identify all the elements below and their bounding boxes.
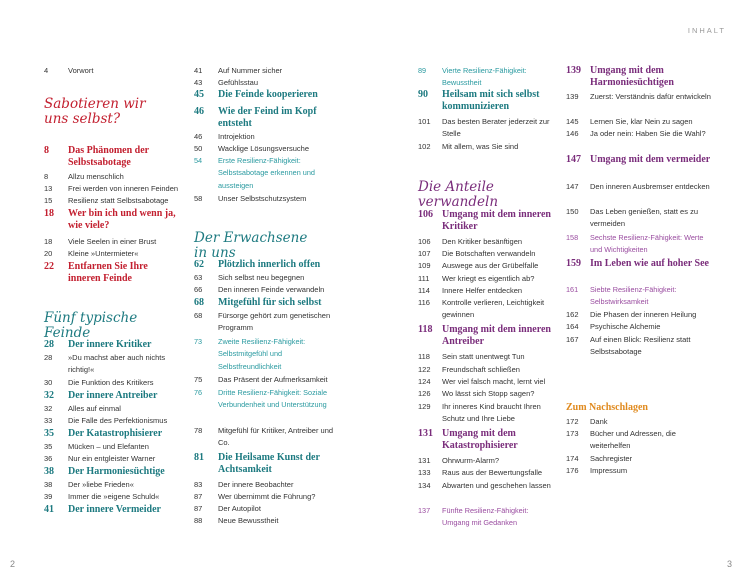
entry-title: Das besten Berater jederzeit zur Stelle [442, 117, 550, 139]
page-number: 176 [566, 466, 579, 475]
toc-entry [194, 65, 342, 77]
page-number: 118 [418, 324, 433, 335]
page-number: 28 [44, 353, 53, 362]
toc-entry [418, 116, 553, 141]
toc-entry [566, 206, 716, 231]
page-number: 63 [194, 273, 203, 282]
toc-entry [44, 65, 182, 77]
page-number: 162 [566, 310, 579, 319]
toc-entry [566, 309, 716, 321]
toc-entry [566, 465, 716, 477]
skill-entry [194, 155, 342, 192]
entry-title: Alles auf einmal [68, 404, 121, 413]
chapter-entry [44, 145, 182, 170]
toc-entry [418, 376, 553, 388]
toc-entry [566, 416, 716, 428]
page-number: 15 [44, 196, 53, 205]
entry-title: Wer bin ich und wenn ja, wie viele? [68, 208, 176, 232]
entry-title: Wer viel falsch macht, lernt viel [442, 377, 546, 386]
page-number: 8 [44, 145, 49, 156]
page-number: 107 [418, 249, 431, 258]
page-number: 41 [44, 504, 54, 515]
chapter-entry [418, 89, 553, 114]
section-heading: Der Erwachsene in uns [194, 230, 308, 261]
page-number: 139 [566, 92, 579, 101]
page-number: 20 [44, 249, 53, 258]
page-number: 126 [418, 389, 431, 398]
skill-entry [418, 505, 553, 530]
toc-entry [418, 248, 553, 260]
toc-entry [44, 441, 182, 453]
page-number: 89 [418, 66, 427, 75]
entry-title: Den inneren Ausbremser entdecken [590, 182, 710, 191]
page-number: 68 [194, 297, 204, 308]
chapter-entry [44, 466, 182, 478]
toc-entry [566, 334, 716, 359]
entry-title: Plötzlich innerlich offen [218, 259, 321, 270]
page-number: 106 [418, 237, 431, 246]
entry-title: Allzu menschlich [68, 172, 124, 181]
chapter-entry [194, 297, 342, 309]
toc-entry [566, 321, 716, 333]
chapter-entry [566, 65, 716, 90]
entry-title: Die Heilsame Kunst der Achtsamkeit [218, 452, 320, 476]
toc-entry [194, 491, 342, 503]
skill-entry [566, 284, 716, 309]
toc-entry [44, 415, 182, 427]
toc-entry [418, 455, 553, 467]
toc-entry [194, 425, 342, 450]
page-number: 87 [194, 492, 203, 501]
entry-title: Umgang mit dem Katastrophisierer [442, 428, 518, 452]
page-number: 131 [418, 428, 433, 439]
entry-title: Mitgefühl für sich selbst [218, 297, 322, 308]
entry-title: Bücher und Adressen, die weiterhelfen [590, 429, 676, 451]
chapter-entry [418, 209, 553, 234]
page-number: 39 [44, 492, 53, 501]
section-heading: Sabotieren wir uns selbst? [44, 96, 146, 127]
entry-title: Immer die »eigene Schuld« [68, 492, 160, 501]
entry-title: Das Leben genießen, statt es zu vermeiden [590, 207, 698, 229]
page-number: 28 [44, 339, 54, 350]
page-number: 66 [194, 285, 203, 294]
page-number: 41 [194, 66, 203, 75]
page-number: 88 [194, 516, 203, 525]
entry-title: Umgang mit dem vermeider [590, 154, 711, 165]
page-number: 46 [194, 132, 203, 141]
toc-entry [44, 403, 182, 415]
page-number: 139 [566, 65, 581, 76]
page-number: 106 [418, 209, 433, 220]
entry-title: Fürsorge gehört zum genetischen Programm [218, 311, 331, 333]
page-number: 81 [194, 452, 204, 463]
entry-title: Fünfte Resilienz-Fähigkeit: Umgang mit Gedanken [442, 506, 529, 528]
page-number: 43 [194, 78, 203, 87]
entry-title: Die Falle des Perfektionismus [68, 416, 168, 425]
toc-entry [44, 171, 182, 183]
page-number: 164 [566, 322, 579, 331]
entry-title: Die Funktion des Kritikers [68, 378, 154, 387]
entry-title: Raus aus der Bewertungsfalle [442, 468, 543, 477]
entry-title: Ohrwurm-Alarm? [442, 456, 500, 465]
entry-title: Dritte Resilienz-Fähigkeit: Soziale Verbundenheit und Unterstützung [218, 388, 328, 410]
toc-entry [418, 297, 553, 322]
page-number: 111 [418, 274, 430, 283]
entry-title: Der innere Beobachter [218, 480, 294, 489]
page-number: 147 [566, 182, 579, 191]
toc-entry [418, 236, 553, 248]
toc-entry [418, 273, 553, 285]
page-number: 8 [44, 172, 49, 181]
entry-title: Im Leben wie auf hoher See [590, 258, 709, 269]
entry-title: Ihr inneres Kind braucht Ihren Schutz und Ihre Liebe [442, 402, 541, 424]
page-number: 90 [418, 89, 428, 100]
toc-entry [44, 453, 182, 465]
toc-entry [194, 374, 342, 386]
page-number: 58 [194, 194, 203, 203]
entry-title: Auf einen Blick: Resilienz statt Selbstsabotage [590, 335, 691, 357]
page-number: 18 [44, 237, 53, 246]
page-number: 50 [194, 144, 203, 153]
chapter-entry [44, 261, 182, 286]
entry-title: Freundschaft schließen [442, 365, 520, 374]
toc-entry [194, 310, 342, 335]
entry-title: Unser Selbstschutzsystem [218, 194, 307, 203]
entry-title: Lernen Sie, klar Nein zu sagen [590, 117, 693, 126]
skill-entry [566, 232, 716, 257]
entry-title: Wer kriegt es eigentlich ab? [442, 274, 535, 283]
toc-entry [418, 401, 553, 426]
toc-entry [194, 272, 342, 284]
page-number: 32 [44, 404, 53, 413]
entry-title: Kontrolle verlieren, Leichtigkeit gewinnen [442, 298, 545, 320]
toc-entry [418, 467, 553, 479]
entry-title: Der Autopilot [218, 504, 261, 513]
toc-entry [418, 351, 553, 363]
toc-entry [44, 236, 182, 248]
page-number: 54 [194, 156, 203, 165]
toc-entry [194, 284, 342, 296]
entry-title: Der Harmoniesüchtige [68, 466, 165, 477]
entry-title: Heilsam mit sich selbst kommunizieren [442, 89, 540, 113]
toc-entry [194, 515, 342, 527]
page-number: 114 [418, 286, 430, 295]
entry-title: Umgang mit dem inneren Kritiker [442, 209, 551, 233]
entry-title: Psychische Alchemie [590, 322, 661, 331]
entry-title: Resilienz statt Selbstsabotage [68, 196, 169, 205]
page-number: 150 [566, 207, 579, 216]
page-number: 134 [418, 481, 431, 490]
page-number: 124 [418, 377, 431, 386]
page-number: 173 [566, 429, 579, 438]
chapter-entry [194, 89, 342, 101]
page-number: 159 [566, 258, 581, 269]
entry-title: Mitgefühl für Kritiker, Antreiber und Co. [218, 426, 334, 448]
page-number: 13 [44, 184, 53, 193]
skill-entry [418, 65, 553, 90]
toc-entry [44, 183, 182, 195]
entry-title: Viele Seelen in einer Brust [68, 237, 157, 246]
page-number: 36 [44, 454, 53, 463]
page-number: 35 [44, 442, 53, 451]
page-number: 35 [44, 428, 54, 439]
entry-title: Mit allem, was Sie sind [442, 142, 519, 151]
page-number: 109 [418, 261, 431, 270]
entry-title: Innere Helfer entdecken [442, 286, 523, 295]
entry-title: Frei werden von inneren Feinden [68, 184, 179, 193]
toc-entry [418, 141, 553, 153]
entry-title: Siebte Resilienz-Fähigkeit: Selbstwirksamkeit [590, 285, 677, 307]
page-number: 174 [566, 454, 579, 463]
toc-entry [566, 453, 716, 465]
page-number: 131 [418, 456, 431, 465]
entry-title: Das Präsent der Aufmerksamkeit [218, 375, 328, 384]
entry-title: Wer übernimmt die Führung? [218, 492, 316, 501]
page-number: 167 [566, 335, 579, 344]
chapter-entry [566, 154, 716, 166]
entry-title: Mücken – und Elefanten [68, 442, 149, 451]
page-number: 118 [418, 352, 430, 361]
page-number: 137 [418, 506, 431, 515]
page-number: 76 [194, 388, 203, 397]
entry-title: Den Kritiker besänftigen [442, 237, 523, 246]
toc-entry [194, 193, 342, 205]
page-number: 38 [44, 466, 54, 477]
chapter-entry [566, 258, 716, 270]
toc-entry [418, 364, 553, 376]
page-number: 32 [44, 390, 54, 401]
page-number-right: 3 [726, 559, 732, 569]
entry-title: Auswege aus der Grübelfalle [442, 261, 539, 270]
entry-title: Den inneren Feinde verwandeln [218, 285, 325, 294]
page-number: 22 [44, 261, 54, 272]
toc-entry [44, 248, 182, 260]
toc-entry [194, 131, 342, 143]
entry-title: Die Phasen der inneren Heilung [590, 310, 697, 319]
toc-entry [194, 143, 342, 155]
page-number: 87 [194, 504, 203, 513]
chapter-entry [194, 259, 342, 271]
toc-entry [44, 491, 182, 503]
entry-title: Der »liebe Frieden« [68, 480, 134, 489]
toc-entry [566, 91, 716, 103]
entry-title: Die Botschaften verwandeln [442, 249, 536, 258]
entry-title: Zuerst: Verständnis dafür entwickeln [590, 92, 711, 101]
entry-title: Sich selbst neu begegnen [218, 273, 305, 282]
page-number: 46 [194, 106, 204, 117]
chapter-entry [44, 390, 182, 402]
page-number: 33 [44, 416, 53, 425]
toc-entry [566, 181, 716, 193]
page-number: 145 [566, 117, 579, 126]
page-number: 101 [418, 117, 431, 126]
chapter-entry [44, 504, 182, 516]
entry-title: Dank [590, 417, 608, 426]
toc-entry [194, 503, 342, 515]
page-number: 68 [194, 311, 203, 320]
entry-title: Sachregister [590, 454, 633, 463]
chapter-entry [194, 106, 342, 131]
entry-title: Abwarten und geschehen lassen [442, 481, 551, 490]
page-number: 38 [44, 480, 53, 489]
entry-title: Die Feinde kooperieren [218, 89, 318, 100]
toc-entry [418, 260, 553, 272]
entry-title: Der innere Antreiber [68, 390, 158, 401]
entry-title: Introjektion [218, 132, 255, 141]
entry-title: Kleine »Untermieter« [68, 249, 139, 258]
toc-entry [44, 352, 182, 377]
entry-title: Wo lässt sich Stopp sagen? [442, 389, 535, 398]
page-number: 129 [418, 402, 431, 411]
entry-title: Impressum [590, 466, 628, 475]
page-number: 172 [566, 417, 579, 426]
entry-title: Sein statt unentwegt Tun [442, 352, 525, 361]
entry-title: Gefühlsstau [218, 78, 259, 87]
toc-entry [566, 116, 716, 128]
page-number: 146 [566, 129, 579, 138]
page-number: 45 [194, 89, 204, 100]
entry-title: Zweite Resilienz-Fähigkeit: Selbstmitgefühl und Selbstfreundlichkeit [218, 337, 306, 371]
toc-entry [566, 128, 716, 140]
entry-title: Der Katastrophisierer [68, 428, 163, 439]
chapter-entry [44, 339, 182, 351]
toc-entry [418, 480, 553, 492]
entry-title: Entfarnen Sie Ihre inneren Feinde [68, 261, 148, 285]
page-number: 75 [194, 375, 203, 384]
page-number: 102 [418, 142, 431, 151]
entry-title: Der innere Vermeider [68, 504, 161, 515]
chapter-entry [418, 324, 553, 349]
skill-entry [194, 387, 342, 412]
page-number: 161 [566, 285, 579, 294]
entry-title: »Du machst aber auch nichts richtig!« [68, 353, 166, 375]
section-heading: Fünf typische Feinde [44, 310, 138, 341]
page-number: 122 [418, 365, 431, 374]
entry-title: Sechste Resilienz-Fähigkeit: Werte und Wichtigkeiten [590, 233, 704, 255]
toc-entry [566, 428, 716, 453]
page-number: 83 [194, 480, 203, 489]
section-heading: Die Anteile verwandeln [418, 179, 499, 210]
page-number: 62 [194, 259, 204, 270]
entry-title: Vierte Resilienz-Fähigkeit: Bewusstheit [442, 66, 527, 88]
toc-entry [418, 388, 553, 400]
entry-title: Nur ein entgleister Warner [68, 454, 156, 463]
page-number: 73 [194, 337, 203, 346]
page-number: 116 [418, 298, 430, 307]
entry-title: Der innere Kritiker [68, 339, 152, 350]
running-header: INHALT [687, 26, 726, 35]
entry-title: Umgang mit dem Harmoniesüchtigen [590, 65, 674, 89]
toc-entry [194, 77, 342, 89]
entry-title: Wacklige Lösungsversuche [218, 144, 310, 153]
page-number-left: 2 [10, 559, 16, 569]
entry-title: Ja oder nein: Haben Sie die Wahl? [590, 129, 706, 138]
page-number: 147 [566, 154, 581, 165]
toc-entry [44, 377, 182, 389]
page-number: 133 [418, 468, 431, 477]
page-number: 78 [194, 426, 203, 435]
appendix-heading: Zum Nachschlagen [566, 402, 648, 413]
page-number: 18 [44, 208, 54, 219]
toc-entry [418, 285, 553, 297]
entry-title: Umgang mit dem inneren Antreiber [442, 324, 551, 348]
entry-title: Erste Resilienz-Fähigkeit: Selbstsabotage erkennen und aussteigen [218, 156, 315, 190]
entry-title: Das Phänomen der Selbstsabotage [68, 145, 149, 169]
chapter-entry [418, 428, 553, 453]
toc-entry [44, 479, 182, 491]
toc-entry [44, 195, 182, 207]
entry-title: Auf Nummer sicher [218, 66, 283, 75]
entry-title: Vorwort [68, 66, 94, 75]
page-number: 4 [44, 66, 49, 75]
skill-entry [194, 336, 342, 373]
page-number: 158 [566, 233, 579, 242]
toc-entry [194, 479, 342, 491]
page-number: 30 [44, 378, 53, 387]
entry-title: Wie der Feind im Kopf entsteht [218, 106, 317, 130]
chapter-entry [194, 452, 342, 477]
chapter-entry [44, 428, 182, 440]
entry-title: Neue Bewusstheit [218, 516, 279, 525]
chapter-entry [44, 208, 182, 233]
